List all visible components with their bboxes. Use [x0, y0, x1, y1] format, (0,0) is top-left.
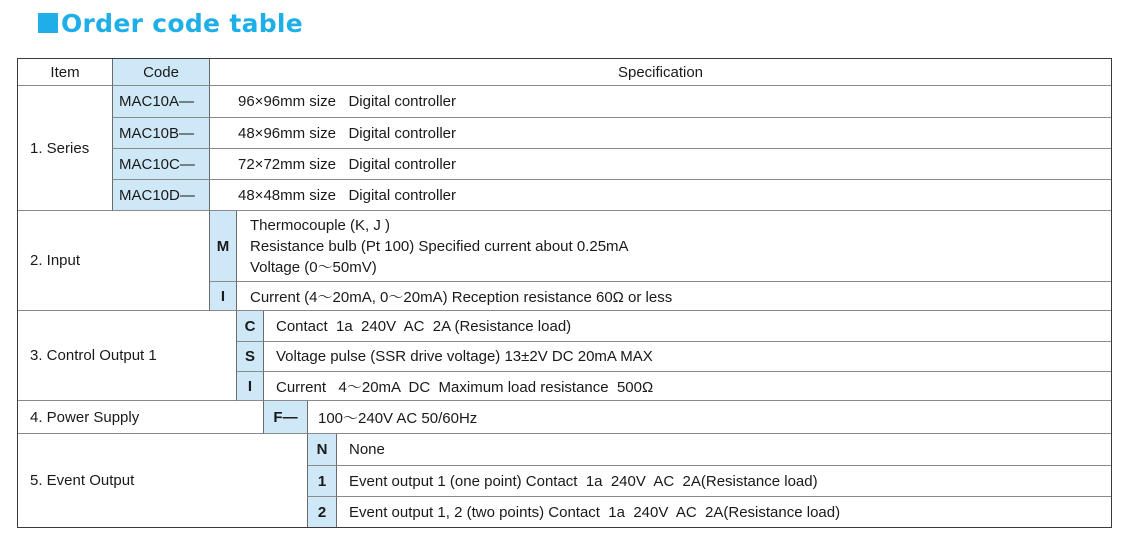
header-code: Code — [112, 59, 209, 86]
series-spec: 48×48mm size Digital controller — [209, 179, 1111, 211]
series-code: MAC10B— — [112, 117, 209, 148]
input-code: M — [209, 211, 236, 281]
series-spec: 72×72mm size Digital controller — [209, 148, 1111, 179]
control-output-spec: Current 4～20mA DC Maximum load resistance 500Ω — [263, 371, 1111, 401]
input-code: I — [209, 281, 236, 311]
item-power-supply: 4. Power Supply — [18, 401, 263, 434]
order-code-table — [17, 58, 1112, 528]
series-code: MAC10A— — [112, 86, 209, 117]
control-output-code: C — [236, 311, 263, 341]
event-output-spec: Event output 1, 2 (two points) Contact 1a 240V AC 2A(Resistance load) — [336, 496, 1111, 527]
series-spec: 96×96mm size Digital controller — [209, 86, 1111, 117]
control-output-spec: Contact 1a 240V AC 2A (Resistance load) — [263, 311, 1111, 341]
control-output-code: I — [236, 371, 263, 401]
series-code: MAC10C— — [112, 148, 209, 179]
event-output-spec: None — [336, 434, 1111, 465]
page-title: Order code table — [61, 8, 304, 38]
square-bullet-icon — [38, 13, 58, 33]
event-output-code: 1 — [307, 465, 336, 496]
control-output-code: S — [236, 341, 263, 371]
header-specification: Specification — [209, 59, 1111, 86]
input-spec: Current (4～20mA, 0～20mA) Reception resistance 60Ω or less — [236, 281, 1111, 311]
item-control-output: 3. Control Output 1 — [18, 311, 236, 401]
spec-line: Thermocouple (K, J ) — [250, 216, 391, 234]
power-supply-spec: 100～240V AC 50/60Hz — [307, 401, 1111, 434]
event-output-code: N — [307, 434, 336, 465]
header-item: Item — [18, 59, 112, 86]
series-code: MAC10D— — [112, 179, 209, 211]
item-input: 2. Input — [18, 211, 209, 311]
section-heading — [38, 8, 303, 38]
item-event-output: 5. Event Output — [30, 472, 135, 489]
item-series: 1. Series — [18, 86, 112, 211]
input-spec — [236, 211, 1111, 281]
event-output-code: 2 — [307, 496, 336, 527]
power-supply-code: F— — [263, 401, 307, 434]
control-output-spec: Voltage pulse (SSR drive voltage) 13±2V DC 20mA MAX — [263, 341, 1111, 371]
spec-line: Resistance bulb (Pt 100) Specified current about 0.25mA — [250, 237, 629, 255]
event-output-spec: Event output 1 (one point) Contact 1a 240V AC 2A(Resistance load) — [336, 465, 1111, 496]
series-spec: 48×96mm size Digital controller — [209, 117, 1111, 148]
spec-line: Voltage (0～50mV) — [250, 258, 377, 276]
